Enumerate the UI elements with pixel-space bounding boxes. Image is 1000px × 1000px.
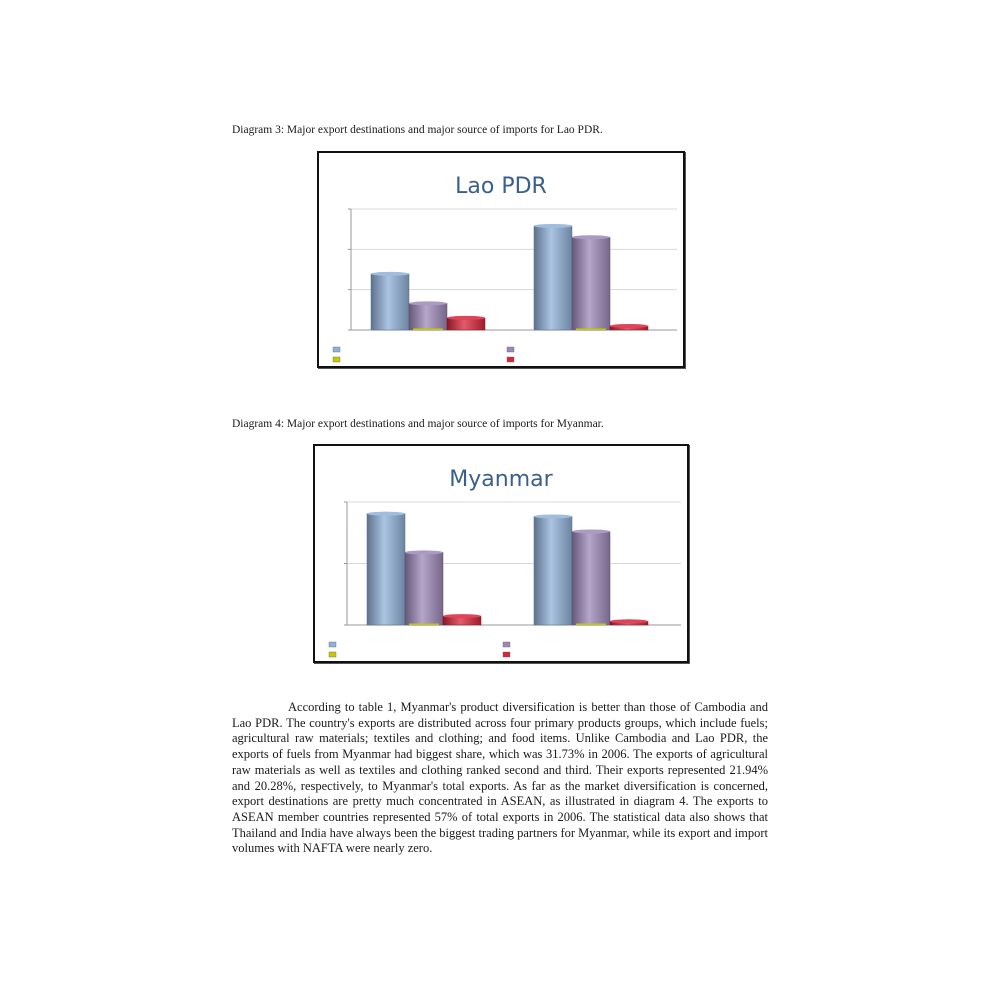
bar-top [572,235,610,239]
bar-series-1 [572,237,610,330]
bar-nafta [409,624,439,626]
chart-title: Myanmar [449,467,553,492]
bar-top [443,614,481,618]
bar-series-0 [367,514,405,625]
legend-swatch-blue [329,642,336,647]
paragraph-text: According to table 1, Myanmar's product diversification is better than those of Cambodia and Lao PDR. The country's exports are distributed across four primary products groups, which include fuels; agricultural raw materials; textiles and clothing; and food items. Unlike Cambodia and Lao PDR, the exports of fuels from Myanmar had biggest share, which was 31.73% in 2006. The exports of agricultural raw materials as well as textiles and clothing ranked second and third. Their exports represented 21.94% and 20.28%, respectively, to Myanmar's total exports. As far as the market diversification is concerned, export destinations are pretty much concentrated in ASEAN, as illustrated in diagram 4. The exports to ASEAN member countries represented 57% of total exports in 2006. The statistical data also shows that Thailand and India have always been the biggest trading partners for Myanmar, while its export and import volumes with NAFTA were nearly zero. [232,700,768,856]
legend-swatch-yellow [329,652,336,657]
bar-series-1 [572,532,610,625]
diagram-3-caption: Diagram 3: Major export destinations and major source of imports for Lao PDR. [232,124,603,136]
lao-pdr-chart [319,153,683,366]
bar-top [405,550,443,554]
bar-top [610,619,648,623]
legend-swatch-red [503,652,510,657]
bar-top [534,224,572,228]
bar-top [367,512,405,516]
bar-top [610,324,648,328]
bar-nafta [576,329,606,331]
legend-swatch-yellow [333,357,340,362]
legend-swatch-blue [333,347,340,352]
bar-series-1 [405,552,443,625]
bar-top [447,316,485,320]
myanmar-chart [315,446,687,661]
myanmar-chart-frame [313,444,689,663]
bar-top [534,514,572,518]
legend-swatch-purple [503,642,510,647]
bar-top [409,301,447,305]
body-paragraph [232,700,768,857]
legend-swatch-red [507,357,514,362]
bar-nafta [413,329,443,331]
lao-pdr-chart-frame [317,151,685,368]
bar-top [572,530,610,534]
chart-title: Lao PDR [455,174,547,199]
bar-top [371,272,409,276]
bar-series-0 [534,226,572,330]
bar-series-0 [534,516,572,625]
bar-nafta [576,624,606,626]
bar-series-0 [371,274,409,330]
bar-series-1 [409,303,447,330]
legend-swatch-purple [507,347,514,352]
diagram-4-caption: Diagram 4: Major export destinations and major source of imports for Myanmar. [232,418,604,430]
